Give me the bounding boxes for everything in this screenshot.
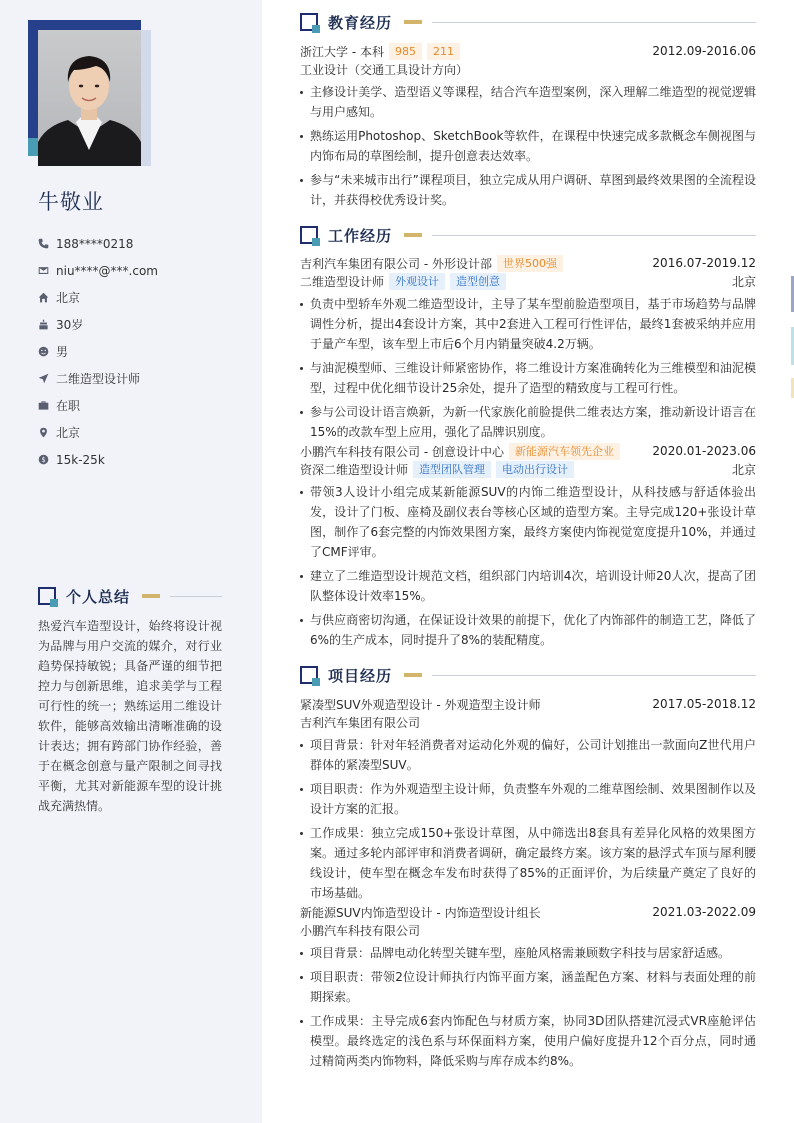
info-status: 在职 xyxy=(38,392,248,419)
profile-photo-frame xyxy=(28,20,151,166)
home-icon xyxy=(38,292,56,303)
list-item: 主修设计美学、造型语义等课程，结合汽车造型案例，深入理解二维造型的视觉逻辑与用户感知。 xyxy=(300,82,756,122)
project-org: 吉利汽车集团有限公司 xyxy=(300,715,421,730)
project-name: 新能源SUV内饰造型设计 - 内饰造型设计组长 xyxy=(300,905,541,920)
section-square-icon xyxy=(300,226,318,244)
info-position: 二维造型设计师 xyxy=(38,365,248,392)
job-date: 2020.01-2023.06 xyxy=(652,444,756,458)
section-square-icon xyxy=(38,587,56,605)
list-item: 项目职责：带领2位设计师执行内饰平面方案，涵盖配色方案、材料与表面处理的前期探索。 xyxy=(300,967,756,1007)
education-major: 工业设计（交通工具设计方向） xyxy=(300,62,469,77)
heading-divider xyxy=(170,596,222,597)
job-city: 北京 xyxy=(731,462,756,477)
project-org-row xyxy=(300,921,756,939)
work-section-heading xyxy=(300,224,756,246)
mail-icon xyxy=(38,265,56,276)
job-role-row xyxy=(300,460,756,478)
work-title: 工作经历 xyxy=(328,226,393,245)
job-tag: 造型团队管理 xyxy=(413,461,491,478)
info-residence: 北京 xyxy=(38,284,248,311)
job-role-row xyxy=(300,272,756,290)
project-entry-1 xyxy=(300,695,756,903)
job-city: 北京 xyxy=(731,274,756,289)
project-org: 小鹏汽车科技有限公司 xyxy=(300,923,421,938)
info-phone: 188****0218 xyxy=(38,230,248,257)
project-bullets xyxy=(300,943,756,1071)
education-major-row xyxy=(300,60,756,78)
briefcase-icon xyxy=(38,400,56,411)
list-item: 参与“未来城市出行”课程项目，独立完成从用户调研、草图到最终效果图的全流程设计，并获得校优秀设计奖。 xyxy=(300,170,756,210)
sidebar xyxy=(0,0,262,1123)
phone-icon xyxy=(38,238,56,249)
job-role: 资深二维造型设计师 xyxy=(300,462,409,477)
cake-icon xyxy=(38,319,56,330)
list-item: 工作成果：独立完成150+张设计草图，从中筛选出8套具有差异化风格的效果图方案。通过多轮内部评审和消费者调研，确定最终方案。该方案的悬浮式车顶与犀利腰线设计，使车型在概念车发布时获得了85%的正面评价，为后续量产奠定了良好的市场基础。 xyxy=(300,823,756,903)
list-item: 工作成果：主导完成6套内饰配色与材质方案，协同3D团队搭建沉浸式VR座舱评估模型。最终选定的浅色系与环保面料方案，使用户偏好度提升12个百分点，同时通过精简两类内饰物料，降低采购与库存成本约8%。 xyxy=(300,1011,756,1071)
list-item: 项目背景：品牌电动化转型关键车型，座舱风格需兼顾数字科技与居家舒适感。 xyxy=(300,943,756,963)
job-bullets xyxy=(300,294,756,442)
school-badge: 211 xyxy=(427,43,460,60)
job-tag: 电动出行设计 xyxy=(496,461,574,478)
school-name: 浙江大学 - 本科 xyxy=(300,44,384,59)
education-title: 教育经历 xyxy=(328,13,393,32)
project-date: 2021.03-2022.09 xyxy=(652,905,756,919)
info-salary: $ 15k-25k xyxy=(38,446,248,473)
list-item: 与油泥模型师、三维设计师紧密协作，将二维设计方案准确转化为三维模型和油泥模型，过程中优化细节设计25余处，提升了造型的精致度与工程可行性。 xyxy=(300,358,756,398)
education-entry xyxy=(300,42,756,210)
project-bullets xyxy=(300,735,756,903)
job-header-row xyxy=(300,254,756,272)
profile-photo xyxy=(38,30,141,166)
section-square-icon xyxy=(300,13,318,31)
list-item: 项目职责：作为外观造型主设计师，负责整车外观的二维草图绘制、效果图制作以及设计方案的汇报。 xyxy=(300,779,756,819)
heading-accent-bar xyxy=(404,233,422,237)
projects-section-heading xyxy=(300,664,756,686)
candidate-name: 牛敬业 xyxy=(38,190,104,214)
heading-divider xyxy=(432,22,756,23)
company-badge: 世界500强 xyxy=(497,255,563,272)
info-gender: 男 xyxy=(38,338,248,365)
education-section-heading xyxy=(300,11,756,33)
location-icon xyxy=(38,427,56,438)
project-header-row xyxy=(300,695,756,713)
list-item: 参与公司设计语言焕新，为新一代家族化前脸提供二维表达方案，推动新设计语言在15%的改款车型上应用，强化了品牌识别度。 xyxy=(300,402,756,442)
info-email: niu****@***.com xyxy=(38,257,248,284)
svg-text:$: $ xyxy=(41,455,46,464)
heading-accent-bar xyxy=(404,673,422,677)
list-item: 熟练运用Photoshop、SketchBook等软件，在课程中快速完成多款概念车侧视图与内饰布局的草图绘制，提升创意表达效率。 xyxy=(300,126,756,166)
info-age: 30岁 xyxy=(38,311,248,338)
job-tag: 外观设计 xyxy=(389,273,445,290)
heading-accent-bar xyxy=(142,594,160,598)
project-entry-2 xyxy=(300,903,756,1071)
list-item: 项目背景：针对年轻消费者对运动化外观的偏好，公司计划推出一款面向Z世代用户群体的紧凑型SUV。 xyxy=(300,735,756,775)
education-date: 2012.09-2016.06 xyxy=(652,44,756,58)
summary-section-heading xyxy=(38,585,222,607)
projects-title: 项目经历 xyxy=(328,666,393,685)
project-name: 紧凑型SUV外观造型设计 - 外观造型主设计师 xyxy=(300,697,541,712)
list-item: 带领3人设计小组完成某新能源SUV的内饰二维造型设计，从科技感与舒适体验出发，设计了门板、座椅及副仪表台等核心区域的造型方案。主导完成120+张设计草图，制作了6套完整的内饰效果图方案，最终方案使内饰视觉宽度提升10%，并通过了CMF评审。 xyxy=(300,482,756,562)
list-item: 建立了二维造型设计规范文档，组织部门内培训4次，培训设计师20人次，提高了团队整体设计效率15%。 xyxy=(300,566,756,606)
summary-text: 热爱汽车造型设计，始终将设计视为品牌与用户交流的媒介，对行业趋势保持敏锐；具备严谨的细节把控力与创新思维，追求美学与工程可行性的统一；熟练运用二维设计软件，能够高效输出清晰准确的设计表达；拥有跨部门协作经验，善于在概念创意与量产限制之间寻找平衡，尤其对新能源车型的设计挑战充满热情。 xyxy=(38,619,222,813)
school-badge: 985 xyxy=(389,43,422,60)
heading-accent-bar xyxy=(404,20,422,24)
salary-icon xyxy=(38,454,56,465)
list-item: 与供应商密切沟通，在保证设计效果的前提下，优化了内饰部件的制造工艺，降低了6%的生产成本，同时提升了8%的装配精度。 xyxy=(300,610,756,650)
job-date: 2016.07-2019.12 xyxy=(652,256,756,270)
info-location: 北京 xyxy=(38,419,248,446)
section-square-icon xyxy=(300,666,318,684)
company-badge: 新能源汽车领先企业 xyxy=(509,443,620,460)
heading-divider xyxy=(432,235,756,236)
photo-frame-accent xyxy=(28,138,38,156)
gender-icon xyxy=(38,346,56,357)
education-bullets xyxy=(300,82,756,210)
job-company: 小鹏汽车科技有限公司 - 创意设计中心 xyxy=(300,444,504,459)
job-header-row xyxy=(300,442,756,460)
project-org-row xyxy=(300,713,756,731)
job-tag: 造型创意 xyxy=(450,273,506,290)
work-entry-2 xyxy=(300,442,756,650)
list-item: 负责中型轿车外观二维造型设计，主导了某车型前脸造型项目，基于市场趋势与品牌调性分析，提出4套设计方案，其中2套进入工程可行性评估，最终1套被采纳并应用于量产车型，该车型上市后6个月内销量突破4.2万辆。 xyxy=(300,294,756,354)
contact-info-list xyxy=(38,230,248,473)
job-bullets xyxy=(300,482,756,650)
work-entry-1 xyxy=(300,254,756,442)
project-header-row xyxy=(300,903,756,921)
job-role: 二维造型设计师 xyxy=(300,274,385,289)
heading-divider xyxy=(432,675,756,676)
project-date: 2017.05-2018.12 xyxy=(652,697,756,711)
summary-title: 个人总结 xyxy=(66,587,131,606)
job-company: 吉利汽车集团有限公司 - 外形设计部 xyxy=(300,256,492,271)
education-header-row xyxy=(300,42,756,60)
send-icon xyxy=(38,373,56,384)
